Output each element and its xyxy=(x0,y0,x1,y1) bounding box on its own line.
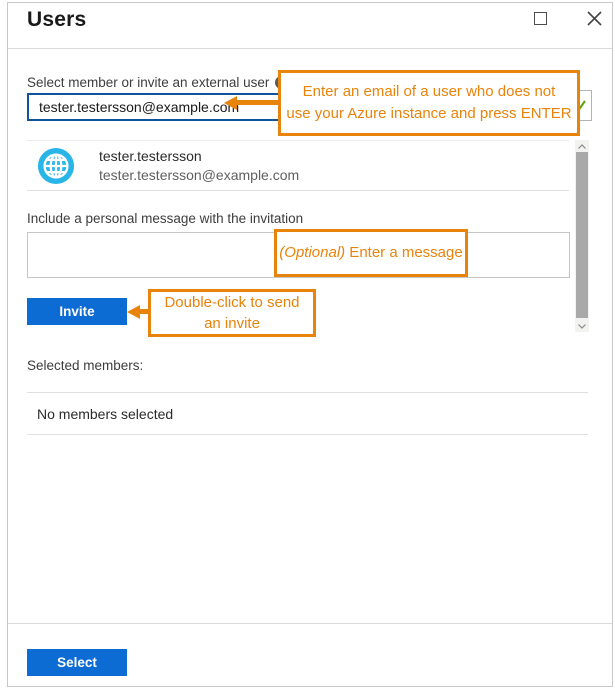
invite-button[interactable]: Invite xyxy=(27,298,127,325)
scrollbar-thumb[interactable] xyxy=(576,152,588,318)
header-divider xyxy=(8,48,612,49)
footer-divider xyxy=(8,623,612,624)
selected-members-label: Selected members: xyxy=(27,358,144,373)
maximize-button[interactable] xyxy=(529,7,551,29)
close-icon xyxy=(587,11,602,26)
scrollbar[interactable] xyxy=(575,140,589,332)
selected-members-divider xyxy=(27,434,588,435)
annotation-invite-callout: Double-click to send an invite xyxy=(148,289,316,337)
list-divider xyxy=(27,190,569,191)
select-button[interactable]: Select xyxy=(27,649,127,676)
globe-icon xyxy=(37,147,75,185)
suggestion-name: tester.testersson xyxy=(99,147,202,164)
annotation-email-callout: Enter an email of a user who does not use your Azure instance and press ENTER xyxy=(278,70,580,136)
close-button[interactable] xyxy=(583,7,605,29)
chevron-up-icon[interactable] xyxy=(575,140,589,152)
annotation-optional-italic: (Optional) xyxy=(279,244,346,261)
maximize-icon xyxy=(534,12,547,25)
message-label: Include a personal message with the invitation xyxy=(27,211,304,226)
suggestion-email: tester.testersson@example.com xyxy=(99,166,300,183)
suggestion-list-item[interactable] xyxy=(27,142,569,189)
member-picker-label: Select member or invite an external user xyxy=(27,75,270,90)
page-title: Users xyxy=(27,8,87,31)
list-divider xyxy=(27,140,569,141)
annotation-message-callout: (Optional) Enter a message xyxy=(274,229,468,277)
chevron-down-icon[interactable] xyxy=(575,320,589,332)
no-members-text: No members selected xyxy=(37,406,174,422)
selected-members-divider xyxy=(27,392,588,393)
